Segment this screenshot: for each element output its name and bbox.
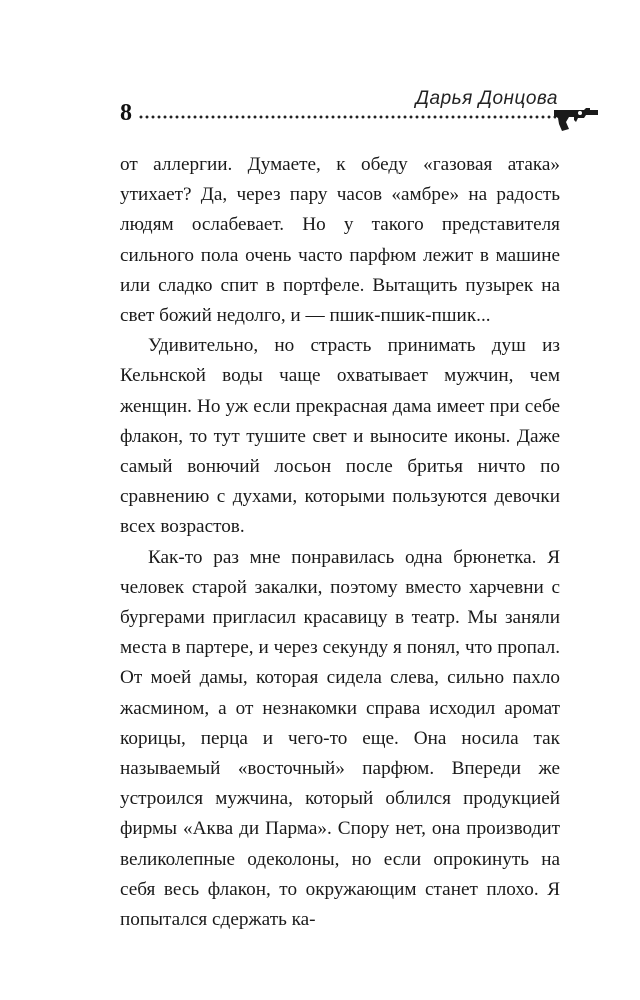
body-text xyxy=(120,150,560,935)
author-name: Дарья Донцова xyxy=(415,88,558,109)
paragraph: Удивительно, но страсть принимать душ из Кельнской воды чаще охватывает мужчин, чем женщин. Но уж если прекрасная дама имеет при себе флакон, то тут тушите свет и выносите иконы. Даже самый вонючий лосьон после бритья ничто по сравнению с духами, которыми пользуются девочки всех возрастов. xyxy=(120,335,560,538)
revolver-icon xyxy=(552,106,600,132)
dotted-leader xyxy=(138,115,556,119)
paragraph: от аллергии. Думаете, к обеду «газовая атака» утихает? Да, через пару часов «амбре» на радость людям ослабевает. Но у такого представителя сильного пола очень часто парфюм лежит в машине или сладко спит в портфеле. Вытащить пузырек на свет божий недолго, и — пшик-пшик-пшик... xyxy=(120,154,560,327)
running-header xyxy=(120,84,600,132)
page-number: 8 xyxy=(120,100,132,126)
paragraph: Как-то раз мне понравилась одна брюнетка. Я человек старой закалки, поэтому вместо харчевни с бургерами пригласил красавицу в театр. Мы заняли места в партере, и через секунду я понял, что пропал. От моей дамы, которая сидела слева, сильно пахло жасмином, а от незнакомки справа исходил аромат корицы, перца и чего-то еще. Она носила так называемый «восточный» парфюм. Впереди же устроился мужчина, который облился продукцией фирмы «Аква ди Парма». Спору нет, она производит великолепные одеколоны, но если опрокинуть на себя весь флакон, то окружающим станет плохо. Я попытался сдержать ка- xyxy=(120,546,560,931)
